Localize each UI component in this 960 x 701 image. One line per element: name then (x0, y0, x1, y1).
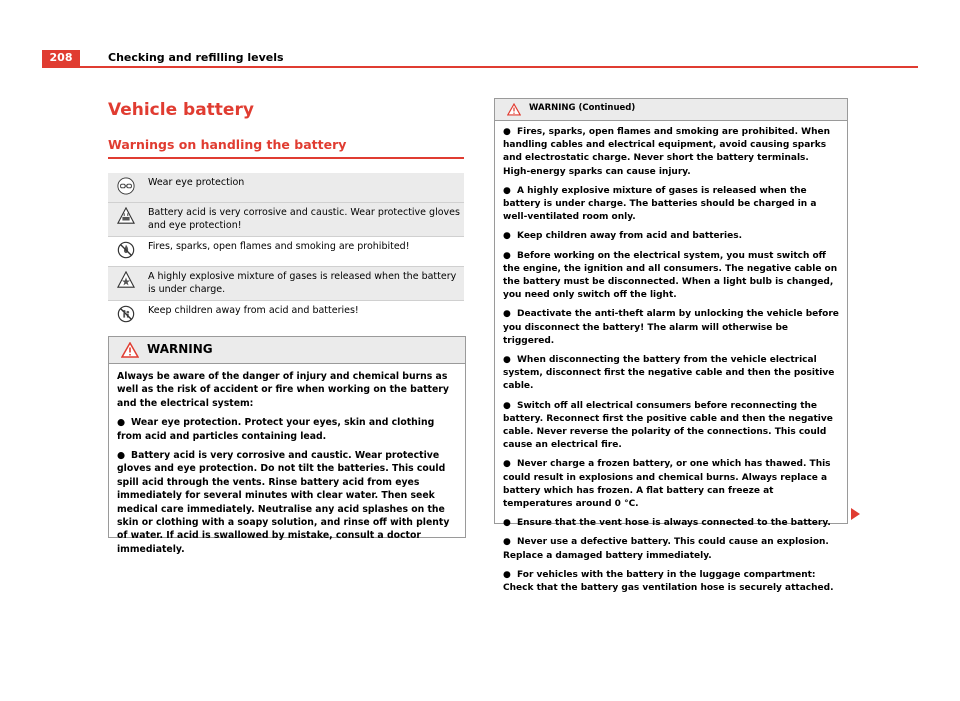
warning-header (495, 99, 847, 121)
page-header (42, 50, 918, 66)
section-subtitle: Warnings on handling the battery (108, 137, 347, 152)
symbol-text: Fires, sparks, open flames and smoking are prohibited! (144, 237, 464, 267)
keep-children-away-icon (117, 305, 135, 323)
symbol-row (108, 267, 464, 301)
continued-arrow-icon (850, 508, 860, 520)
warning-item: ● Wear eye protection. Protect your eyes, skin and clothing from acid and particles containing lead. (117, 417, 435, 442)
page-number: 208 (42, 50, 80, 66)
warning-item: ● Never use a defective battery. This could cause an explosion. Replace a damaged battery immediately. (503, 537, 829, 561)
explosion-hazard-icon (117, 271, 135, 289)
symbol-row (108, 203, 464, 237)
bullet-icon: ● (503, 231, 511, 242)
symbol-text: A highly explosive mixture of gases is released when the battery is under charge. (144, 267, 464, 301)
bullet-icon: ● (503, 355, 511, 366)
warning-title: WARNING (147, 342, 213, 356)
symbol-cell (108, 267, 144, 301)
bullet-icon: ● (117, 417, 126, 429)
warning-triangle-icon (507, 103, 521, 116)
bullet-icon: ● (503, 459, 511, 470)
symbol-text: Battery acid is very corrosive and caustic. Wear protective gloves and eye protection! (144, 203, 464, 237)
bullet-icon: ● (503, 518, 511, 529)
warning-continued-box (494, 98, 848, 594)
bullet-icon: ● (503, 400, 511, 411)
symbol-cell (108, 203, 144, 237)
section-title: Vehicle battery (108, 100, 254, 120)
warning-item: ● Battery acid is very corrosive and caustic. Wear protective gloves and eye protection. Do not tilt the batteries. This could spill acid through the vents. Rinse battery acid from eyes immediately for several minutes with clear water. Then seek medical care immediately. Neutralise any acid splashes on the skin or clothing with a soapy solution, and rinse off with plenty of water. If acid is swallowed by mistake, consult a doctor immediately. (117, 450, 450, 555)
warning-item: ● A highly explosive mixture of gases is released when the battery is under charge. The batteries should be charged in a well-ventilated room only. (503, 185, 817, 223)
warning-item: ● Ensure that the vent hose is always connected to the battery. (503, 517, 839, 530)
symbol-cell (108, 173, 144, 203)
warning-item: ● Keep children away from acid and batteries. (503, 230, 839, 243)
warning-triangle-icon (121, 342, 139, 358)
bullet-icon: ● (503, 569, 511, 580)
warning-intro: Always be aware of the danger of injury and chemical burns as well as the risk of accident or fire when working on the battery and the electrical system: (117, 371, 449, 409)
bullet-icon: ● (503, 185, 511, 196)
left-column (108, 98, 464, 331)
bullet-icon: ● (503, 309, 511, 320)
bullet-icon: ● (117, 450, 126, 462)
warning-title: WARNING (Continued) (529, 103, 636, 113)
symbol-row (108, 173, 464, 203)
warning-header (109, 337, 465, 364)
warning-item: ● Switch off all electrical consumers before reconnecting the battery. Reconnect first the positive cable and then the negative cable. Never reverse the polarity of the connections. This could cause an electrical fire. (503, 400, 833, 451)
bullet-icon: ● (503, 250, 511, 261)
warning-body (109, 364, 465, 556)
symbol-text: Wear eye protection (148, 176, 245, 188)
bullet-icon: ● (503, 537, 511, 548)
warning-item: ● Deactivate the anti-theft alarm by unlocking the vehicle before you disconnect the battery! The alarm will otherwise be triggered. (503, 309, 839, 346)
eye-protection-icon (117, 177, 135, 195)
warning-item: ● When disconnecting the battery from the vehicle electrical system, disconnect first the negative cable and then the positive cable. (503, 355, 835, 392)
symbol-text: Keep children away from acid and batteries! (144, 301, 464, 331)
running-head: Checking and refilling levels (108, 51, 284, 64)
warning-item: ● Never charge a frozen battery, or one which has thawed. This could result in explosions and chemical burns. Always replace a battery which has frozen. A flat battery can freeze at temperatures around 0 °C. (503, 459, 831, 510)
header-rule (42, 66, 918, 68)
symbol-cell (108, 237, 144, 267)
subtitle-rule (108, 157, 464, 159)
warning-item: ● For vehicles with the battery in the luggage compartment: Check that the battery gas ventilation hose is securely attached. (503, 569, 834, 594)
symbol-row (108, 301, 464, 331)
warning-item: ● Fires, sparks, open flames and smoking are prohibited. When handling cables and electrical equipment, avoid causing sparks and electrostatic charge. Never short the battery terminals. High-energy sparks can cause injury. (503, 127, 830, 177)
warning-body (495, 121, 847, 595)
corrosive-acid-icon (117, 207, 135, 225)
bullet-icon: ● (503, 127, 511, 137)
symbol-table (108, 173, 464, 331)
warning-box (108, 336, 466, 555)
warning-item: ● Before working on the electrical system, you must switch off the engine, the ignition and all consumers. The negative cable on the battery must be disconnected. When a light bulb is changed, you need only switch off the light. (503, 250, 838, 301)
symbol-cell (108, 301, 144, 331)
no-fire-icon (117, 241, 135, 259)
symbol-row (108, 237, 464, 267)
